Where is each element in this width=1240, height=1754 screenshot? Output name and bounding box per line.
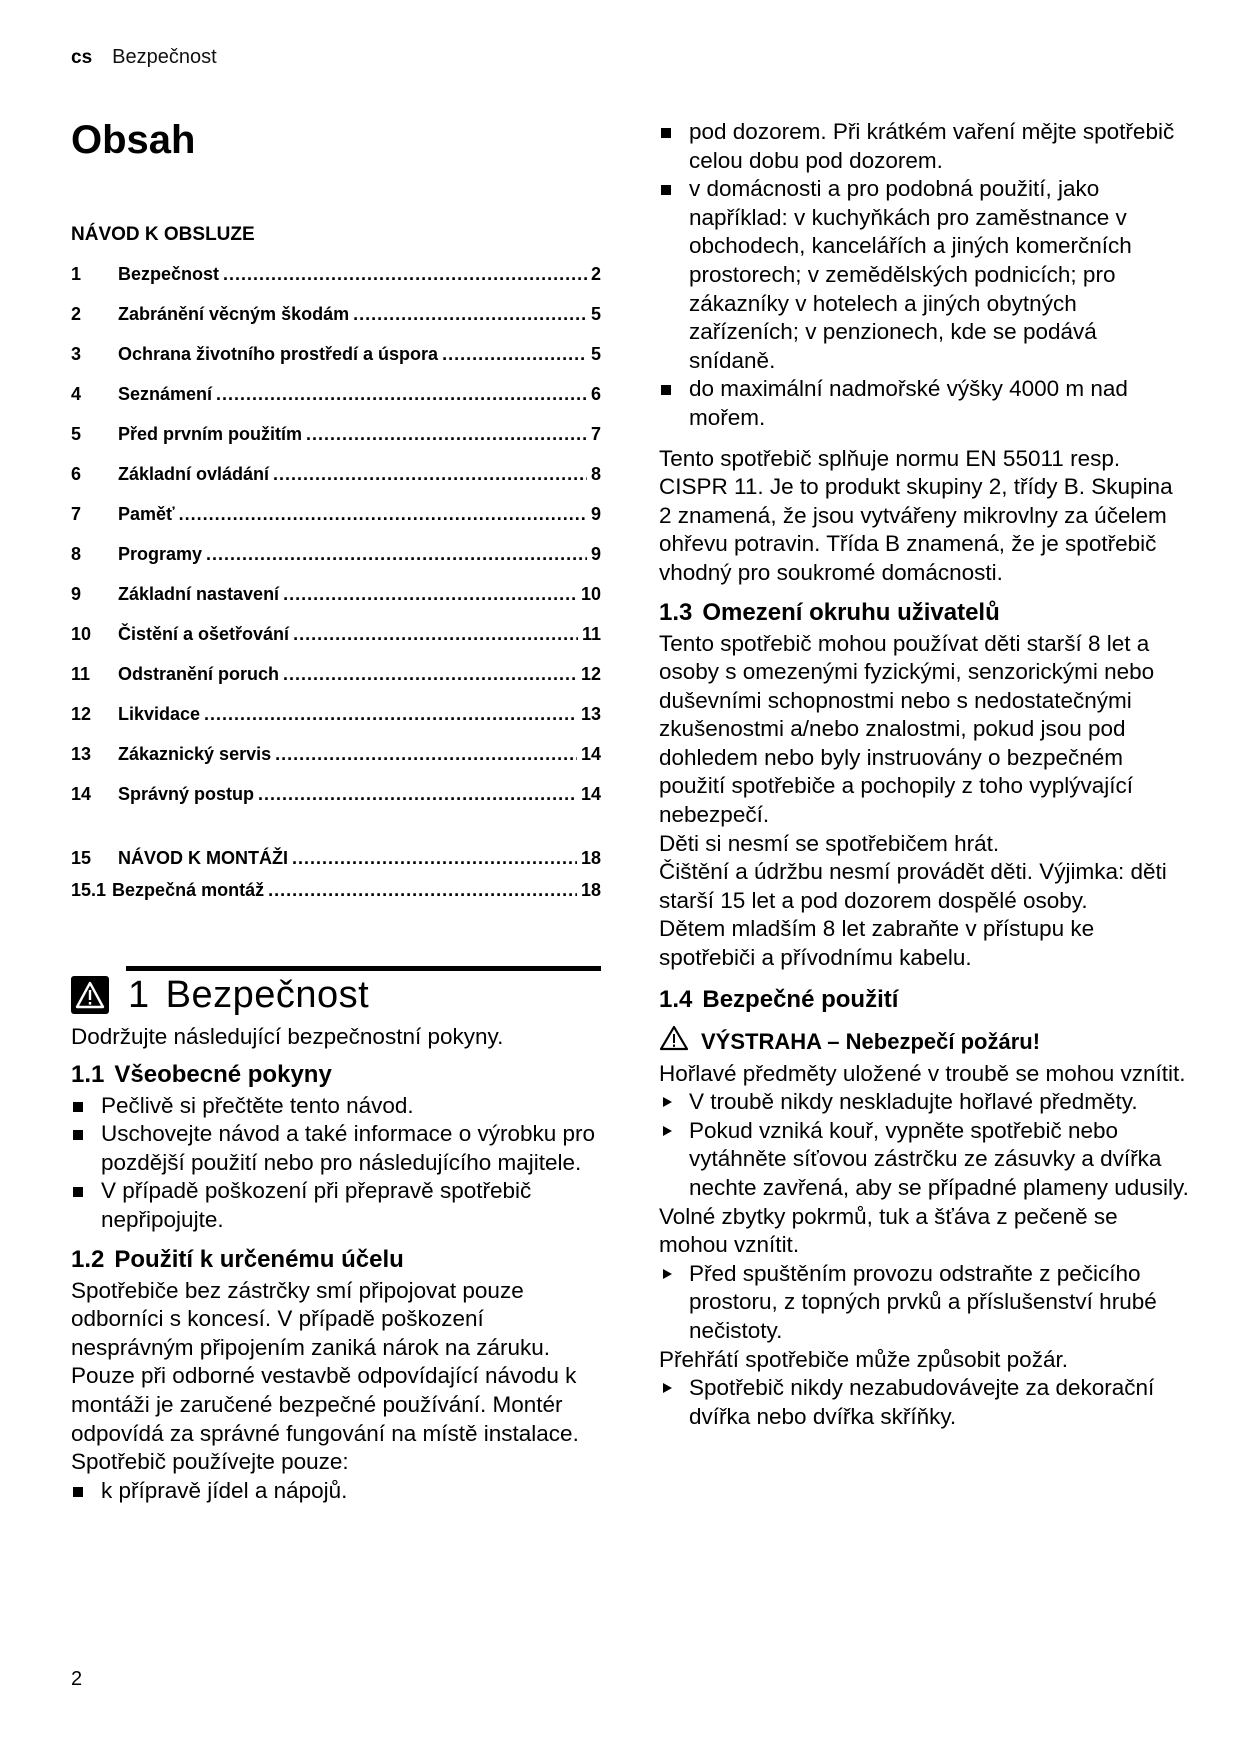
list-item: do maximální nadmořské výšky 4000 m nad mořem. (659, 375, 1189, 432)
toc-entry-page: 18 (580, 848, 601, 868)
toc-leader-dots (283, 584, 577, 605)
paragraph: Tento spotřebič splňuje normu EN 55011 resp. CISPR 11. Je to produkt skupiny 2, třídy B. Skupina 2 znamená, že jsou vytvářeny mikrovlny za účelem ohřevu potravin. Třída B znamená, že je spotřebič vhodný pro soukromé domácnosti. (659, 445, 1173, 585)
section-title: Omezení okruhu uživatelů (702, 598, 1000, 626)
intended-use-list-continued (659, 118, 1189, 433)
toc-title: Obsah (71, 118, 196, 162)
action-list (659, 1374, 1189, 1431)
toc-entry-number: 13 (71, 744, 92, 764)
paragraph: Spotřebiče bez zástrčky smí připojovat pouze odborníci s koncesí. V případě poškození nesprávným připojením zaniká nárok na záruku. (71, 1277, 550, 1360)
section-number: 1.1 (71, 1060, 105, 1088)
toc-entry-page: 14 (580, 744, 601, 764)
toc-entry-page: 6 (590, 384, 601, 404)
section-number: 1.2 (71, 1245, 105, 1273)
toc-entry[interactable] (71, 264, 601, 304)
list-item: V případě poškození při přepravě spotřebič nepřipojujte. (71, 1177, 601, 1234)
toc-entry-label: Odstranění poruch (118, 664, 280, 684)
paragraph: Dětem mladším 8 let zabraňte v přístupu ke spotřebiči a přívodnímu kabelu. (659, 916, 1095, 971)
toc-entry-number: 1 (71, 264, 82, 284)
toc-entry[interactable] (71, 704, 601, 744)
toc-leader-dots (179, 504, 587, 525)
toc-leader-dots (268, 880, 577, 901)
toc-entry-label: Čistění a ošetřování (118, 624, 290, 644)
section-number: 1.3 (659, 598, 693, 626)
paragraph: Přehřátí spotřebiče může způsobit požár. (659, 1346, 1068, 1372)
toc-entry-label: NÁVOD K MONTÁŽI (118, 848, 288, 868)
toc-entry-label: Zabránění věcným škodám (118, 304, 350, 324)
action-list (659, 1088, 1189, 1202)
paragraph: Tento spotřebič mohou používat děti starší 8 let a osoby s omezenými fyzickými, senzorickými nebo duševními schopnostmi nebo s nedostatečnými zkušenostmi a/nebo znalostmi, pokud jsou pod dohledem nebo byly instruovány o bezpečném použití spotřebiče a pochopily z toho vyplývající nebezpečí. (659, 630, 1155, 828)
toc-entry-number: 8 (71, 544, 82, 564)
toc-entry[interactable] (71, 384, 601, 424)
toc-entry-page: 9 (590, 544, 601, 564)
running-header (71, 46, 217, 69)
toc-entry[interactable] (71, 464, 601, 504)
toc-entry[interactable] (71, 544, 601, 584)
toc-entry-number: 9 (71, 584, 82, 604)
toc-entry-label: Správný postup (118, 784, 255, 804)
section-1-4-heading (659, 983, 1189, 1017)
toc-entry-page: 2 (590, 264, 601, 284)
toc-entry-label: Likvidace (118, 704, 201, 724)
toc-entry-number: 5 (71, 424, 82, 444)
list-item: Uschovejte návod a také informace o výrobku pro pozdější použití nebo pro následujícího majitele. (71, 1120, 601, 1177)
toc-entry[interactable] (71, 848, 601, 880)
toc-entry-number: 10 (71, 624, 92, 644)
general-instructions-list (71, 1092, 601, 1235)
toc-leader-dots (275, 744, 577, 765)
toc-entry-number: 12 (71, 704, 92, 724)
chapter-title-text: Bezpečnost (165, 974, 370, 1016)
toc-entry[interactable] (71, 624, 601, 664)
warning-icon (71, 976, 109, 1014)
list-item: pod dozorem. Při krátkém vaření mějte spotřebič celou dobu pod dozorem. (659, 118, 1189, 175)
toc-entry-page: 13 (580, 704, 601, 724)
fire-warning (659, 1025, 1189, 1060)
toc-entry-label: Ochrana životního prostředí a úspora (118, 344, 439, 364)
paragraph: Čištění a údržbu nesmí provádět děti. Výjimka: děti starší 15 let a pod dozorem dospělé osoby. (659, 859, 1167, 913)
action-item: Pokud vzniká kouř, vypněte spotřebič nebo vytáhněte síťovou zástrčku ze zásuvky a dvířka nechte zavřená, aby se případné plameny udusily. (659, 1117, 1189, 1203)
toc-entry-label: Bezpečnost (118, 264, 220, 284)
section-1-2-heading (71, 1243, 601, 1277)
toc-entry[interactable] (71, 880, 601, 912)
toc-entry-number: 7 (71, 504, 82, 524)
toc-entry[interactable] (71, 664, 601, 704)
section-1-3-heading (659, 596, 1189, 630)
toc-entry-label: Bezpečná montáž (112, 880, 265, 900)
toc-entry-number: 15 (71, 848, 92, 868)
toc-leader-dots (273, 464, 587, 485)
left-column-body (71, 1023, 601, 1505)
paragraph: Volné zbytky pokrmů, tuk a šťáva z pečeně se mohou vznítit. (659, 1203, 1118, 1258)
toc-entry-page: 12 (580, 664, 601, 684)
toc-entry[interactable] (71, 744, 601, 784)
toc-leader-dots (223, 264, 587, 285)
table-of-contents (71, 264, 601, 824)
chapter-title (128, 974, 369, 1017)
toc-entry[interactable] (71, 584, 601, 624)
toc-entry-page: 8 (590, 464, 601, 484)
toc-leader-dots (442, 344, 587, 365)
toc-entry-label: Základní nastavení (118, 584, 280, 604)
toc-entry[interactable] (71, 504, 601, 544)
right-column-body (659, 118, 1189, 1431)
toc-heading: NÁVOD K OBSLUZE (71, 224, 255, 245)
toc-leader-dots (293, 624, 578, 645)
chapter-intro: Dodržujte následující bezpečnostní pokyny. (71, 1024, 504, 1049)
list-item: v domácnosti a pro podobná použití, jako například: v kuchyňkách pro zaměstnance v obchodech, kancelářích a jiných komerčních prostorech; v zemědělských podnicích; pro zákazníky v hotelech a jiných obytných zařízeních; v penzionech, kde se podává snídaně. (659, 175, 1189, 375)
intended-use-list (71, 1477, 601, 1506)
toc-entry-label: Před prvním použitím (118, 424, 303, 444)
toc-leader-dots (258, 784, 577, 805)
toc-entry-number: 11 (71, 664, 91, 684)
toc-leader-dots (353, 304, 587, 325)
section-1-1-heading (71, 1058, 601, 1092)
toc-entry-label: Programy (118, 544, 203, 564)
toc-entry-number: 3 (71, 344, 82, 364)
action-item: Spotřebič nikdy nezabudovávejte za dekorační dvířka nebo dvířka skříňky. (659, 1374, 1189, 1431)
action-item: V troubě nikdy neskladujte hořlavé předměty. (659, 1088, 1189, 1117)
toc-leader-dots (216, 384, 587, 405)
toc-entry-label: Zákaznický servis (118, 744, 272, 764)
toc-entry-page: 11 (581, 624, 601, 644)
page-number: 2 (71, 1668, 83, 1690)
chapter-number: 1 (128, 974, 150, 1016)
toc-entry-page: 9 (590, 504, 601, 524)
paragraph: Děti si nesmí se spotřebičem hrát. (659, 830, 1000, 856)
section-number: 1.4 (659, 985, 693, 1013)
toc-entry-label: Seznámení (118, 384, 213, 404)
toc-entry-page: 18 (580, 880, 601, 900)
toc-leader-dots (292, 848, 577, 869)
paragraph: Hořlavé předměty uložené v troubě se mohou vznítit. (659, 1060, 1186, 1086)
toc-entry-number: 4 (71, 384, 82, 404)
toc-entry-page: 14 (580, 784, 601, 804)
toc-leader-dots (204, 704, 577, 725)
toc-entry-number: 6 (71, 464, 82, 484)
toc-entry-page: 5 (590, 344, 601, 364)
paragraph: Pouze při odborné vestavbě odpovídající návodu k montáži je zaručené bezpečné používání. Montér odpovídá za správné fungování na místě instalace. (71, 1363, 579, 1446)
section-title: Bezpečné použití (702, 985, 899, 1013)
toc-entry-number: 14 (71, 784, 92, 804)
language-code: cs (71, 47, 93, 68)
section-title: Všeobecné pokyny (114, 1060, 332, 1088)
toc-entry-label: Paměť (118, 504, 175, 524)
list-item: k přípravě jídel a nápojů. (71, 1477, 601, 1506)
toc-entry-page: 5 (590, 304, 601, 324)
toc-entry-page: 7 (590, 424, 601, 444)
toc-leader-dots (306, 424, 587, 445)
action-list (659, 1260, 1189, 1346)
warning-triangle-icon (659, 1025, 689, 1060)
section-title: Použití k určenému účelu (114, 1245, 404, 1273)
chapter-rule (126, 966, 601, 971)
toc-entry[interactable] (71, 424, 601, 464)
action-item: Před spuštěním provozu odstraňte z pečicího prostoru, z topných prvků a příslušenství hrubé nečistoty. (659, 1260, 1189, 1346)
toc-entry-page: 10 (580, 584, 601, 604)
list-item: Pečlivě si přečtěte tento návod. (71, 1092, 601, 1121)
toc-leader-dots (283, 664, 577, 685)
toc-entry[interactable] (71, 344, 601, 384)
toc-leader-dots (206, 544, 587, 565)
table-of-contents-installation (71, 848, 601, 912)
toc-entry-number: 15.1 (71, 880, 107, 900)
toc-entry-number: 2 (71, 304, 82, 324)
toc-entry[interactable] (71, 784, 601, 824)
paragraph: Spotřebič používejte pouze: (71, 1449, 349, 1475)
toc-entry-label: Základní ovládání (118, 464, 270, 484)
toc-entry[interactable] (71, 304, 601, 344)
warning-text: VÝSTRAHA – Nebezpečí požáru! (701, 1029, 1041, 1055)
section-name: Bezpečnost (112, 46, 217, 68)
